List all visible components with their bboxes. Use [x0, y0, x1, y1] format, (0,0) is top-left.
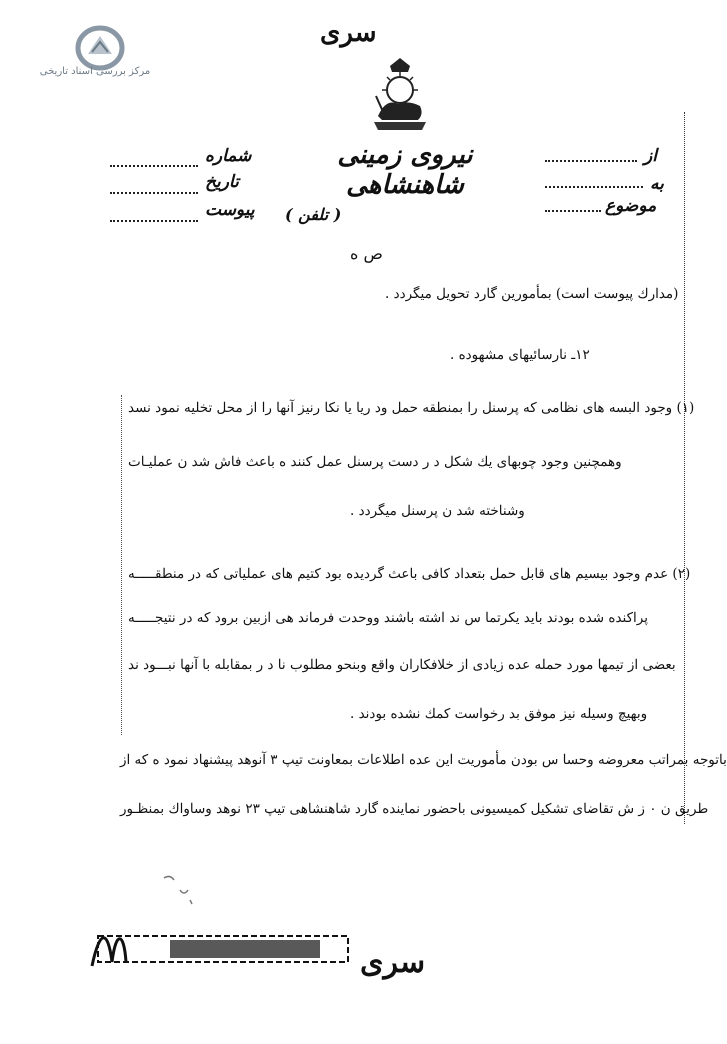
- from-field: [545, 160, 637, 162]
- archive-stamp-icon: [90, 922, 350, 970]
- attachment-label: پیوست: [205, 200, 255, 220]
- body-line: ۱۲ـ نارسائیهای مشهوده .: [450, 347, 590, 363]
- number-label: شماره: [205, 146, 252, 166]
- organization-title: نیروی زمینی شاهنشاهی: [337, 140, 473, 200]
- pen-mark-icon: [160, 870, 220, 910]
- to-label: به: [650, 174, 664, 194]
- date-label: تاریخ: [205, 172, 239, 192]
- body-line: (۱) وجود البسه های نظامی که پرسنل را بمنطقه حمل ود ریا یا نکا رنیز آنها را از محل تخلیه نمود نسد: [128, 400, 695, 416]
- body-line: بعضی از تیمها مورد حمله عده زیادی از خلافکاران واقع وبنحو مطلوب نا د ر بمقابله با آنها نبـــود ند: [128, 657, 676, 673]
- body-line: وشناخته شد ن پرسنل میگردد .: [350, 503, 525, 519]
- body-line: وبهیچ وسیله نیز موفق بد رخواست كمك نشده بودند .: [350, 706, 648, 722]
- phone-label: ( تلفن ): [285, 205, 342, 224]
- page-mark: ص ه: [350, 244, 383, 263]
- number-field: [110, 165, 198, 167]
- classification-top: سری: [320, 18, 377, 48]
- body-line: پراکنده شده بودند باید یکرتما س ند اشته باشند ووحدت فرماند هی ازبین برود که در نتیجـــــه: [128, 610, 649, 626]
- to-field: [545, 186, 643, 188]
- attachment-field: [110, 220, 198, 222]
- subject-label: موضوع: [605, 196, 657, 216]
- left-margin-line: [121, 395, 122, 735]
- classification-bottom: سری: [360, 945, 426, 980]
- body-line: باتوجه بمراتب معروضه وحسا س بودن مأموریت این عده اطلاعات بمعاونت تیپ ۳ آنوهد پیشنهاد نمود ه که از: [120, 752, 727, 768]
- watermark-label: مرکز بررسی اسناد تاریخی: [39, 66, 151, 77]
- lion-and-sun-emblem-icon: [368, 56, 432, 134]
- body-line: طریق ن ۰ ز ش تقاضای تشکیل کمیسیونی باحضور نماینده گارد شاهنشاهی تیپ ۲۳ نوهد وساواك بمنظـور: [120, 801, 709, 817]
- body-line: (۲) عدم وجود بیسیم های قابل حمل بتعداد کافی باعث گردیده بود کتیم های عملیاتی که در منطقـــــه: [128, 566, 691, 582]
- body-line: وهمچنین وجود چوبهای یك شکل د ر دست پرسنل عمل کنند ه باعث فاش شد ن عملیـات: [128, 454, 622, 470]
- body-line: (مدارك پیوست است) بمأمورین گارد تحویل میگردد .: [385, 286, 679, 302]
- from-label: از: [644, 146, 657, 166]
- subject-field: [545, 210, 601, 212]
- right-margin-line: [684, 112, 685, 824]
- date-field: [110, 192, 198, 194]
